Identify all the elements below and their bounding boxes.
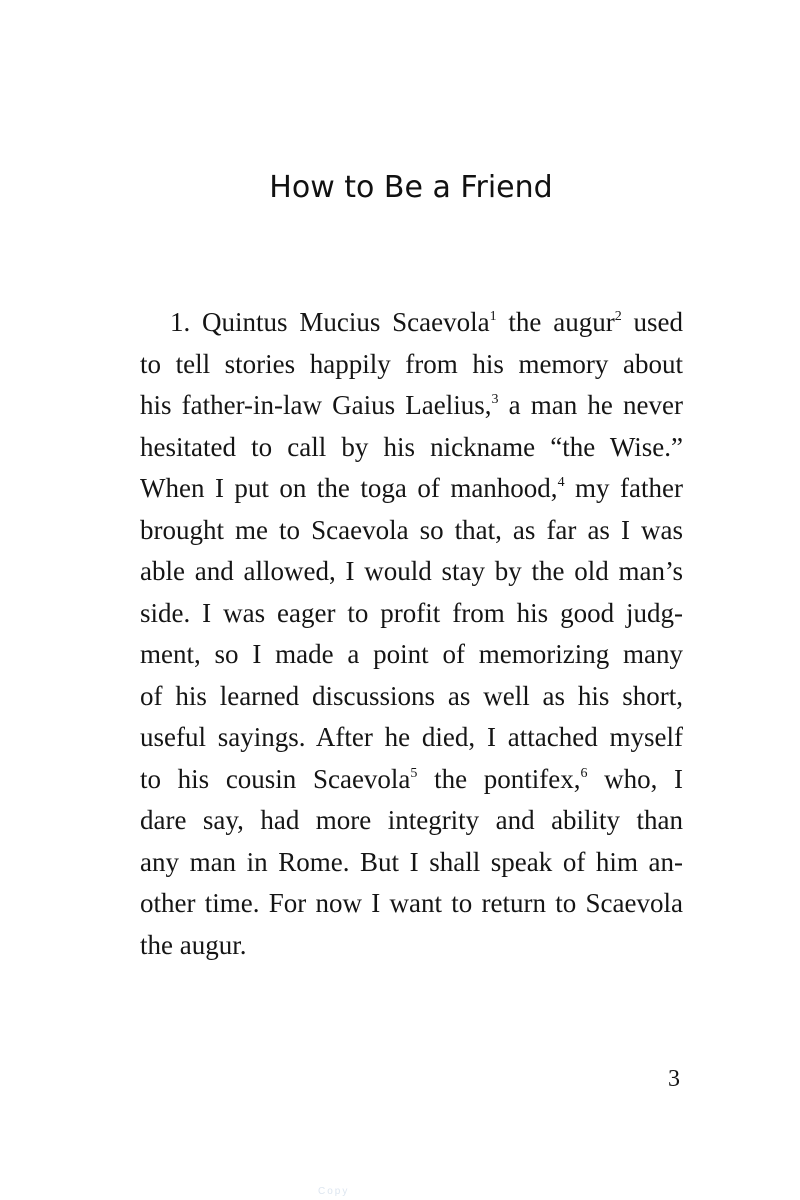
text-line: useful sayings. After he died, I attached myself: [140, 722, 683, 752]
text-line: of his learned discussions as well as his short,: [140, 680, 683, 711]
text-line: to tell stories happily from his memory about: [140, 348, 683, 379]
footnote-marker[interactable]: 1: [489, 309, 497, 324]
text-line: able and allowed, I would stay by the old man’s: [140, 556, 683, 586]
chapter-title: How to Be a Friend: [269, 170, 553, 205]
text-line: the augur.: [140, 929, 247, 960]
page-number: 3: [668, 1066, 680, 1092]
footnote-marker[interactable]: 4: [557, 475, 565, 490]
text-line: brought me to Scaevola so that, as far as I was: [140, 514, 683, 545]
text-line: side. I was eager to profit from his good judg-: [140, 597, 683, 628]
body-paragraph: [140, 302, 683, 966]
footnote-marker[interactable]: 2: [614, 309, 622, 324]
footnote-marker[interactable]: 3: [491, 392, 499, 407]
text-line: 1. Quintus Mucius Scaevola$^1$ the augur$^2$ used: [170, 307, 683, 337]
text-line: his father-in-law Gaius Laelius,$^3$ a man he never: [140, 390, 683, 420]
text-line: any man in Rome. But I shall speak of him an-: [140, 846, 683, 877]
text-line: When I put on the toga of manhood,$^4$ my father: [140, 473, 683, 503]
text-line: other time. For now I want to return to Scaevola: [140, 888, 683, 918]
text-line: dare say, had more integrity and ability than: [140, 805, 683, 835]
footnote-marker[interactable]: 6: [580, 765, 588, 781]
text-line: ment, so I made a point of memorizing many: [140, 639, 683, 669]
text-line: hesitated to call by his nickname “the Wise.”: [140, 431, 683, 462]
text-line: to his cousin Scaevola$^5$ the pontifex,$^6$ who, I: [140, 763, 683, 794]
footnote-marker[interactable]: 5: [410, 765, 418, 781]
watermark: Copy: [318, 1186, 350, 1197]
